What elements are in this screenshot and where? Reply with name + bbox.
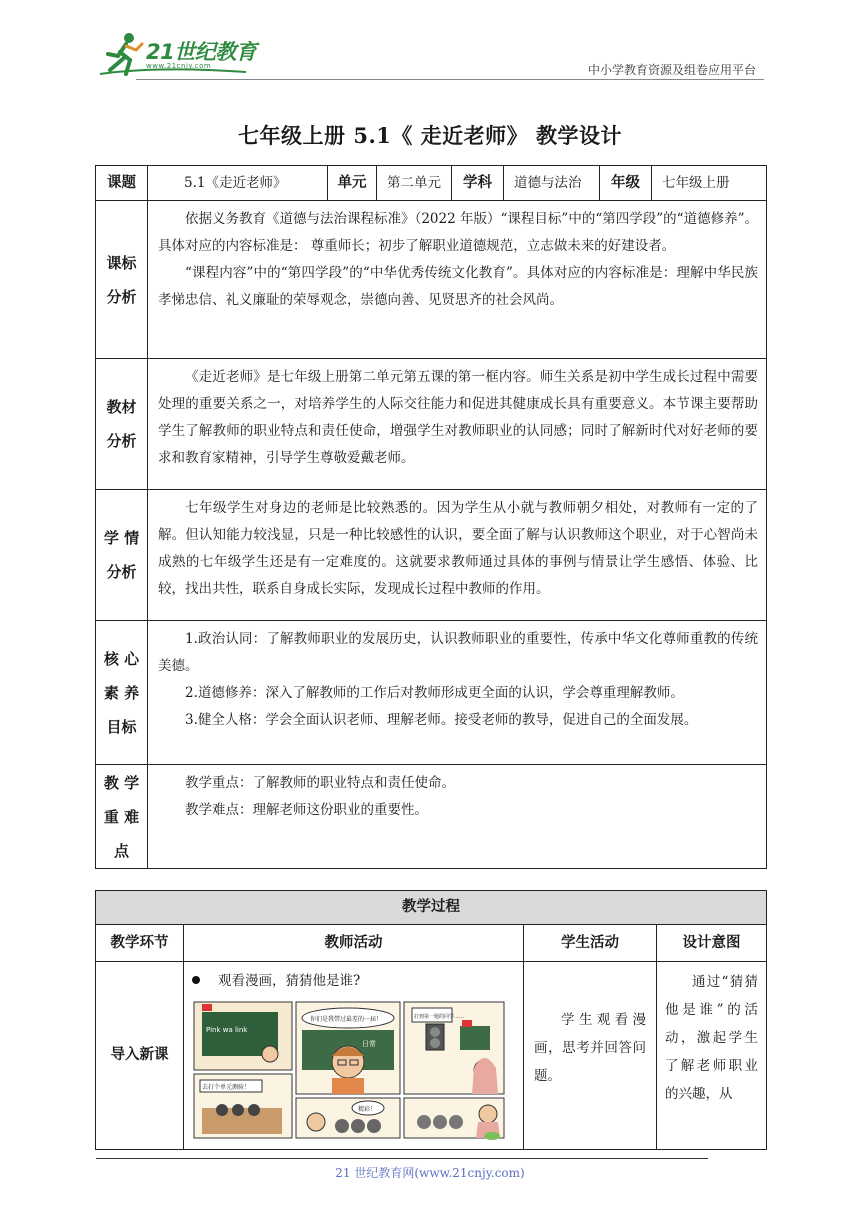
- document-title: 七年级上册 5.1《 走近老师》 教学设计: [238, 123, 622, 148]
- unit-label: 单元: [328, 166, 377, 201]
- curriculum-content: [148, 201, 767, 359]
- platform-name: 中小学教育资源及组卷应用平台: [587, 63, 756, 77]
- design-intent: 通过“猜猜他是谁”的活动，激起学生了解老师职业的兴趣，从: [657, 962, 767, 1150]
- key-point: 教学重点：了解教师的职业特点和责任使命。: [185, 775, 455, 791]
- learner-row: [96, 490, 767, 621]
- keypoints-content: [148, 765, 767, 869]
- logo-text: 21世纪教育: [146, 40, 257, 64]
- grade-label: 年级: [600, 166, 652, 201]
- keypoints-label: 教 学 重 难 点: [96, 765, 148, 869]
- col-student: 学生活动: [524, 925, 657, 962]
- logo-url: www.21cnjy.com: [146, 62, 212, 70]
- core-item-3: 3.健全人格：学会全面认识老师、理解老师。接受老师的教导，促进自己的全面发展。: [185, 712, 698, 728]
- process-title-row: [96, 891, 767, 925]
- textbook-content: [148, 359, 767, 490]
- board-text-1: Pink wa link: [206, 1026, 248, 1034]
- grade-value: 七年级上册: [652, 166, 767, 201]
- page-header: [96, 30, 764, 80]
- header-divider: [136, 79, 764, 80]
- lesson-info-table: [95, 165, 767, 869]
- core-label: 核 心 素 养 目标: [96, 621, 148, 765]
- comic-illustration: [192, 998, 508, 1140]
- learner-label: 学 情 分析: [96, 490, 148, 621]
- core-item-1: 1.政治认同：了解教师职业的发展历史，认识教师职业的重要性，传承中华文化尊师重教的传统美德。: [158, 631, 758, 674]
- unit-value: 第二单元: [377, 166, 452, 201]
- student-activity: 学生观看漫画，思考并回答问题。: [524, 962, 657, 1150]
- keypoints-row: [96, 765, 767, 869]
- textbook-label: 教材 分析: [96, 359, 148, 490]
- page-footer[interactable]: 21 世纪教育网(www.21cnjy.com): [335, 1166, 525, 1180]
- learner-content: [148, 490, 767, 621]
- process-row-intro: [96, 962, 767, 1150]
- curriculum-paragraph-2: “课程内容”中的“第四学段”的“中华优秀传统文化教育”。具体对应的内容标准是：理解中华民族孝悌忠信、礼义廉耻的荣辱观念，崇德向善、见贤思齐的社会风尚。: [158, 265, 758, 308]
- bubble-4: 精彩！: [358, 1106, 377, 1113]
- teacher-bullet: 观看漫画，猜猜他是谁?: [192, 970, 515, 992]
- info-row: [96, 166, 767, 201]
- subject-value: 道德与法治: [504, 166, 600, 201]
- col-teacher: 教师活动: [184, 925, 524, 962]
- curriculum-row: [96, 201, 767, 359]
- textbook-paragraph: 《走近老师》是七年级上册第二单元第五课的第一框内容。师生关系是初中学生成长过程中需要处理的重要关系之一，对培养学生的人际交往能力和促进其健康成长具有重要意义。本节课主要帮助学生了解教师的职业特点和责任使命，增强学生对教师职业的认同感；同时了解新时代对好老师的要求和教育家精神，引导学生尊敬爱戴老师。: [158, 369, 758, 466]
- teaching-process-table: [95, 890, 767, 1150]
- learner-paragraph: 七年级学生对身边的老师是比较熟悉的。因为学生从小就与教师朝夕相处，对教师有一定的了解。但认知能力较浅显，只是一种比较感性的认识，要全面了解与认识教师这个职业，对于心智尚未成熟的七年级学生还是有一定难度的。这就要求教师通过具体的事例与情景让学生感悟、体验、比较，找出共性，联系自身成长实际，发现成长过程中教师的作用。: [158, 500, 758, 597]
- col-phase: 教学环节: [96, 925, 184, 962]
- teacher-activity: [184, 962, 524, 1150]
- core-row: [96, 621, 767, 765]
- subject-label: 学科: [452, 166, 504, 201]
- col-intent: 设计意图: [657, 925, 767, 962]
- textbook-row: [96, 359, 767, 490]
- process-header-row: [96, 925, 767, 962]
- process-title: 教学过程: [96, 891, 767, 925]
- phase-intro: 导入新课: [96, 962, 184, 1150]
- topic-label: 课题: [96, 166, 148, 201]
- curriculum-label: 课标 分析: [96, 201, 148, 359]
- footer-divider: [96, 1158, 708, 1159]
- board-text-2: 日常: [362, 1040, 376, 1048]
- bubble-1: 你们是我带过最差的一届！: [310, 1016, 383, 1023]
- core-item-2: 2.道德修养：深入了解教师的工作后对教师形成更全面的认识，学会尊重理解教师。: [185, 685, 684, 701]
- bullet-icon: [192, 976, 200, 984]
- curriculum-paragraph-1: 依据义务教育《道德与法治课程标准》（2022 年版）“课程目标”中的“第四学段”的“道德修养”。具体对应的内容标准是： 尊重师长；初步了解职业道德规范，立志做未来的好建设者。: [158, 211, 758, 254]
- topic-value: 5.1《走近老师》: [148, 166, 328, 201]
- difficult-point: 教学难点：理解老师这份职业的重要性。: [185, 802, 428, 818]
- bubble-2: 打到第一题的同学……: [414, 1014, 465, 1020]
- bubble-3: 去打个单元测验！: [202, 1084, 251, 1091]
- core-content: [148, 621, 767, 765]
